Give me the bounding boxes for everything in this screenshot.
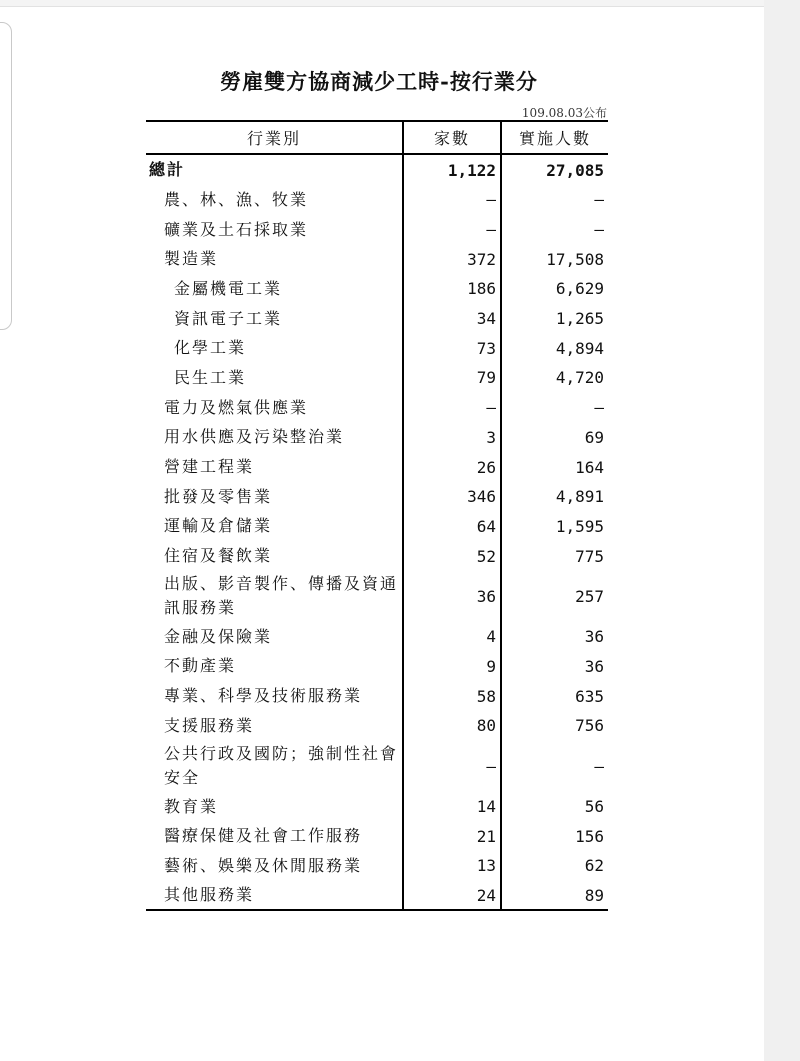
workers-cell: 62 [501, 851, 608, 881]
table-row [146, 363, 608, 393]
table-row [146, 792, 608, 822]
table-row [146, 711, 608, 741]
firms-cell: – [403, 215, 501, 245]
table-row [146, 512, 608, 542]
industry-cell: 其他服務業 [146, 881, 403, 911]
table-row [146, 452, 608, 482]
total-firms: 1,122 [403, 154, 501, 185]
viewer-top-edge [0, 0, 800, 7]
table-row [146, 274, 608, 304]
workers-cell: 36 [501, 652, 608, 682]
workers-cell: 4,894 [501, 333, 608, 363]
workers-cell: 4,720 [501, 363, 608, 393]
firms-cell: 346 [403, 482, 501, 512]
total-row [146, 154, 608, 185]
industry-cell: 支援服務業 [164, 715, 255, 735]
industry-cell: 醫療保健及社會工作服務 [164, 826, 363, 846]
header-workers: 實施人數 [501, 121, 608, 154]
viewer-side-handle[interactable] [0, 22, 12, 330]
industry-cell: 批發及零售業 [164, 486, 273, 506]
industry-cell: 教育業 [164, 796, 219, 816]
table-row [146, 423, 608, 453]
industry-cell: 用水供應及污染整治業 [164, 427, 345, 447]
total-label: 總計 [149, 160, 186, 179]
workers-cell: 6,629 [501, 274, 608, 304]
workers-cell: 756 [501, 711, 608, 741]
workers-cell: 164 [501, 452, 608, 482]
firms-cell: 36 [403, 571, 501, 622]
firms-cell: – [403, 185, 501, 215]
workers-cell: 89 [501, 881, 608, 911]
firms-cell: 4 [403, 622, 501, 652]
firms-cell: 13 [403, 851, 501, 881]
table-row [146, 681, 608, 711]
workers-cell: 56 [501, 792, 608, 822]
firms-cell: 186 [403, 274, 501, 304]
workers-cell: 635 [501, 681, 608, 711]
industry-cell: 出版、影音製作、傳播及資通訊服務業 [164, 574, 399, 618]
industry-cell: 資訊電子工業 [174, 308, 283, 328]
industry-cell: 金屬機電工業 [174, 278, 283, 298]
table-row [146, 622, 608, 652]
table-row [146, 304, 608, 334]
industry-table [146, 120, 608, 911]
table-row [146, 652, 608, 682]
industry-cell: 民生工業 [174, 367, 247, 387]
table-row [146, 482, 608, 512]
workers-cell: 775 [501, 541, 608, 571]
firms-cell: 34 [403, 304, 501, 334]
table-row [146, 185, 608, 215]
firms-cell: 80 [403, 711, 501, 741]
firms-cell: 58 [403, 681, 501, 711]
viewer-scrollbar-track[interactable] [764, 0, 800, 1061]
firms-cell: 73 [403, 333, 501, 363]
table-row [146, 881, 608, 911]
workers-cell: – [501, 741, 608, 792]
firms-cell: 64 [403, 512, 501, 542]
workers-cell: 17,508 [501, 244, 608, 274]
firms-cell: 14 [403, 792, 501, 822]
table-row [146, 333, 608, 363]
document-title: 勞雇雙方協商減少工時-按行業分 [220, 69, 538, 94]
table-header-row [146, 121, 608, 154]
header-firms: 家數 [403, 121, 501, 154]
firms-cell: 9 [403, 652, 501, 682]
total-workers: 27,085 [501, 154, 608, 185]
industry-cell: 礦業及土石採取業 [164, 219, 309, 239]
firms-cell: 26 [403, 452, 501, 482]
industry-cell: 電力及燃氣供應業 [164, 397, 309, 417]
table-row [146, 541, 608, 571]
industry-cell: 專業、科學及技術服務業 [164, 686, 363, 706]
workers-cell: 1,265 [501, 304, 608, 334]
industry-cell: 運輸及倉儲業 [164, 516, 273, 536]
table-row [146, 571, 608, 622]
workers-cell: 36 [501, 622, 608, 652]
firms-cell: 24 [403, 881, 501, 911]
industry-cell: 金融及保險業 [164, 626, 273, 646]
workers-cell: 69 [501, 423, 608, 453]
workers-cell: – [501, 393, 608, 423]
industry-cell: 化學工業 [174, 338, 247, 358]
table-row [146, 244, 608, 274]
workers-cell: 4,891 [501, 482, 608, 512]
table-row [146, 851, 608, 881]
industry-cell: 農、林、漁、牧業 [164, 189, 309, 209]
table-row [146, 741, 608, 792]
table-row [146, 821, 608, 851]
publish-date: 109.08.03公布 [521, 106, 607, 120]
industry-cell: 不動產業 [164, 656, 237, 676]
industry-cell: 藝術、娛樂及休閒服務業 [164, 855, 363, 875]
industry-cell: 住宿及餐飲業 [164, 546, 273, 566]
firms-cell: 79 [403, 363, 501, 393]
table-row [146, 393, 608, 423]
firms-cell: 21 [403, 821, 501, 851]
firms-cell: – [403, 741, 501, 792]
firms-cell: 3 [403, 423, 501, 453]
header-industry: 行業別 [146, 121, 403, 154]
workers-cell: 156 [501, 821, 608, 851]
workers-cell: – [501, 215, 608, 245]
industry-cell: 公共行政及國防；強制性社會安全 [164, 744, 399, 788]
firms-cell: 372 [403, 244, 501, 274]
firms-cell: 52 [403, 541, 501, 571]
workers-cell: – [501, 185, 608, 215]
firms-cell: – [403, 393, 501, 423]
industry-cell: 製造業 [164, 249, 219, 269]
workers-cell: 257 [501, 571, 608, 622]
industry-cell: 營建工程業 [164, 457, 255, 477]
workers-cell: 1,595 [501, 512, 608, 542]
table-row [146, 215, 608, 245]
